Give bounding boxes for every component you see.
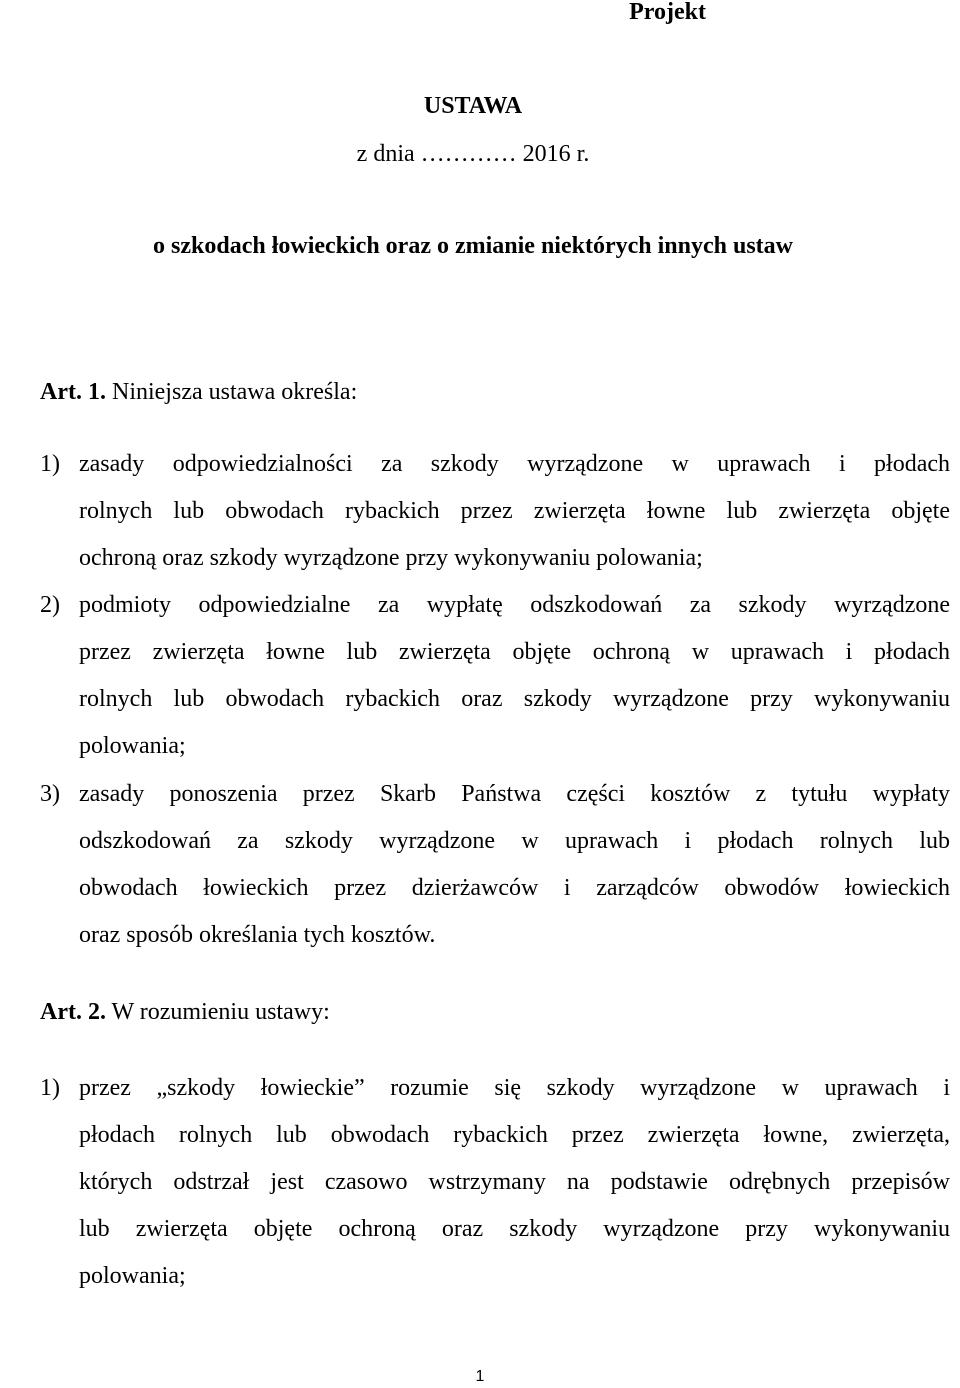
article-1-item-1 [40,441,950,582]
item-line: oraz sposób określania tych kosztów. [79,922,436,948]
item-number: 2) [40,592,60,618]
projekt-label: Projekt [629,0,706,25]
item-line: lub zwierzęta objęte ochroną oraz szkody wyrządzone przy wykonywaniu [79,1216,950,1242]
item-line: których odstrzał jest czasowo wstrzymany na podstawie odrębnych przepisów [79,1169,950,1195]
item-line: odszkodowań za szkody wyrządzone w uprawach i płodach rolnych lub [79,828,950,854]
item-line: zasady ponoszenia przez Skarb Państwa części kosztów z tytułu wypłaty [79,781,950,807]
article-2-label: Art. 2. [40,999,106,1025]
item-number: 1) [40,451,60,477]
article-2-heading [40,998,330,1026]
item-line: przez zwierzęta łowne lub zwierzęta objęte ochroną w uprawach i płodach [79,639,950,665]
act-type-heading: USTAWA [423,93,523,119]
item-line: polowania; [79,733,186,759]
item-line: przez „szkody łowieckie” rozumie się szkody wyrządzone w uprawach i [79,1075,950,1101]
item-line: ochroną oraz szkody wyrządzone przy wykonywaniu polowania; [79,545,703,571]
item-line: obwodach łowieckich przez dzierżawców i zarządców obwodów łowieckich [79,875,950,901]
item-number: 3) [40,781,60,807]
article-2-intro: W rozumieniu ustawy: [105,999,330,1025]
item-line: rolnych lub obwodach rybackich przez zwierzęta łowne lub zwierzęta objęte [79,498,950,524]
article-1-item-2 [40,582,950,770]
item-line: rolnych lub obwodach rybackich oraz szkody wyrządzone przy wykonywaniu [79,686,950,712]
article-1-item-3 [40,771,950,959]
article-1-heading [40,378,357,406]
page-number: 1 [475,1368,485,1385]
act-date: z dnia ………… 2016 r. [356,141,590,167]
item-line: podmioty odpowiedzialne za wypłatę odszkodowań za szkody wyrządzone [79,592,950,618]
item-line: zasady odpowiedzialności za szkody wyrządzone w uprawach i płodach [79,451,950,477]
item-number: 1) [40,1075,60,1101]
article-1-intro: Niniejsza ustawa określa: [105,379,358,405]
article-2-item-1 [40,1065,950,1300]
item-line: polowania; [79,1263,186,1289]
act-subject: o szkodach łowieckich oraz o zmianie niektórych innych ustaw [153,233,793,259]
article-1-label: Art. 1. [40,379,106,405]
item-line: płodach rolnych lub obwodach rybackich przez zwierzęta łowne, zwierzęta, [79,1122,950,1148]
